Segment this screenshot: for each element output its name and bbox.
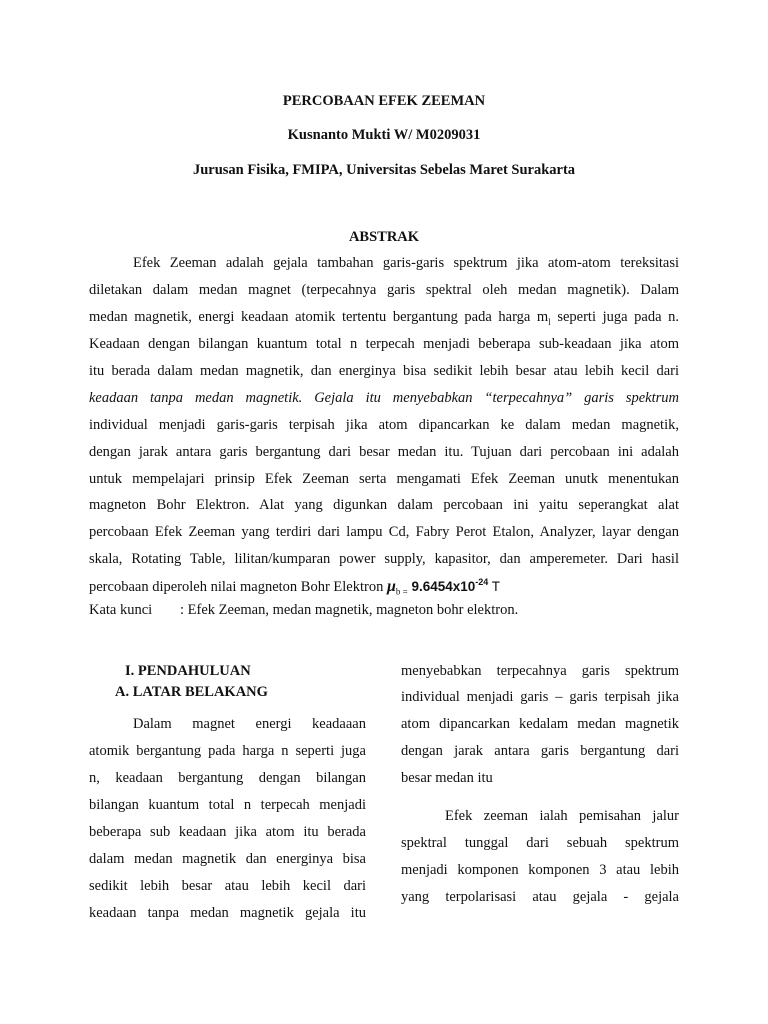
left-column-line: keadaan tanpa medan magnetik gejala itu: [89, 905, 366, 921]
section-heading: I. PENDAHULUAN: [125, 663, 251, 679]
abstract-line: untuk mempelajari prinsip Efek Zeeman serta mengamati Efek Zeeman unutk menentukan: [89, 471, 679, 487]
left-column-line: Dalam magnet energi keadaaan: [133, 716, 366, 732]
mu-exponent: -24: [475, 577, 489, 587]
right-column-line: individual menjadi garis – garis terpisah jika: [401, 689, 679, 705]
abstract-line: percobaan Efek Zeeman yang terdiri dari lampu Cd, Fabry Perot Etalon, Analyzer, layar dengan: [89, 524, 679, 540]
author-line: Kusnanto Mukti W/ M0209031: [287, 127, 481, 143]
abstract-line-text: medan magnetik, energi keadaan atomik tertentu bergantung pada harga m: [89, 309, 549, 325]
abstract-line: itu berada dalam medan magnetik, dan energinya bisa sedikit lebih besar atau lebih kecil dari: [89, 363, 679, 379]
paper-title: PERCOBAAN EFEK ZEEMAN: [282, 93, 486, 109]
keywords-label: Kata kunci: [89, 602, 153, 618]
abstract-line: diletakan dalam medan magnet (terpecahnya garis spektral oleh medan magnetik). Dalam: [89, 282, 679, 298]
abstract-line: Keadaan dengan bilangan kuantum total n terpecah menjadi beberapa sub-keadaan jika atom: [89, 336, 679, 352]
mu-symbol: μ: [386, 577, 396, 595]
keywords-line: [89, 602, 679, 619]
abstract-line-text: percobaan diperoleh nilai magneton Bohr Elektron: [89, 578, 387, 595]
abstract-line: Efek Zeeman adalah gejala tambahan garis-garis spektrum jika atom-atom tereksitasi: [133, 255, 679, 271]
abstract-heading: ABSTRAK: [348, 229, 420, 245]
abstract-line: keadaan tanpa medan magnetik. Gejala itu menyebabkan “terpecahnya” garis spektrum: [89, 390, 679, 406]
left-column-line: n, keadaan bergantung dengan bilangan: [89, 770, 366, 786]
left-column-line: sedikit lebih besar atau lebih kecil dari: [89, 878, 366, 894]
abstract-line: [89, 309, 679, 327]
mu-subscript: b =: [395, 586, 408, 597]
abstract-line: skala, Rotating Table, lilitan/kumparan power supply, kapasitor, dan amperemeter. Dari hasil: [89, 551, 679, 567]
left-column-line: bilangan kuantum total n terpecah menjadi: [89, 797, 366, 813]
subsection-heading: A. LATAR BELAKANG: [115, 684, 268, 700]
left-column-line: beberapa sub keadaan jika atom itu berada: [89, 824, 366, 840]
abstract-line: magneton Bohr Elektron. Alat yang digunkan dalam percobaan ini yaitu seperangkat alat: [89, 497, 679, 513]
right-column-line: Efek zeeman ialah pemisahan jalur: [445, 808, 679, 824]
right-column-line: besar medan itu: [401, 770, 493, 786]
affiliation-line: Jurusan Fisika, FMIPA, Universitas Sebelas Maret Surakarta: [192, 162, 576, 178]
abstract-line-text: seperti juga pada n.: [550, 309, 679, 325]
mu-value: 9.6454x10: [407, 578, 476, 594]
keywords-text: : Efek Zeeman, medan magnetik, magneton bohr elektron.: [180, 602, 519, 618]
right-column-line: spektral tunggal dari sebuah spektrum: [401, 835, 679, 851]
right-column-line: atom dipancarkan kedalam medan magnetik: [401, 716, 679, 732]
abstract-result-line: [89, 577, 679, 597]
right-column-line: menjadi komponen komponen 3 atau lebih: [401, 862, 679, 878]
right-column-line: menyebabkan terpecahnya garis spektrum: [401, 663, 679, 679]
left-column-line: atomik bergantung pada harga n seperti juga: [89, 743, 366, 759]
left-column-line: dalam medan magnetik dan energinya bisa: [89, 851, 366, 867]
right-column-line: yang terpolarisasi atau gejala - gejala: [401, 889, 679, 905]
mu-unit: T: [488, 578, 501, 594]
right-column-line: dengan jarak antara garis bergantung dari: [401, 743, 679, 759]
abstract-line: individual menjadi garis-garis terpisah jika atom dipancarkan ke dalam medan magnetik,: [89, 417, 679, 433]
abstract-line: dengan jarak antara garis bergantung dari besar medan itu. Tujuan dari percobaan ini adalah: [89, 444, 679, 460]
subscript-l: l: [548, 316, 551, 327]
